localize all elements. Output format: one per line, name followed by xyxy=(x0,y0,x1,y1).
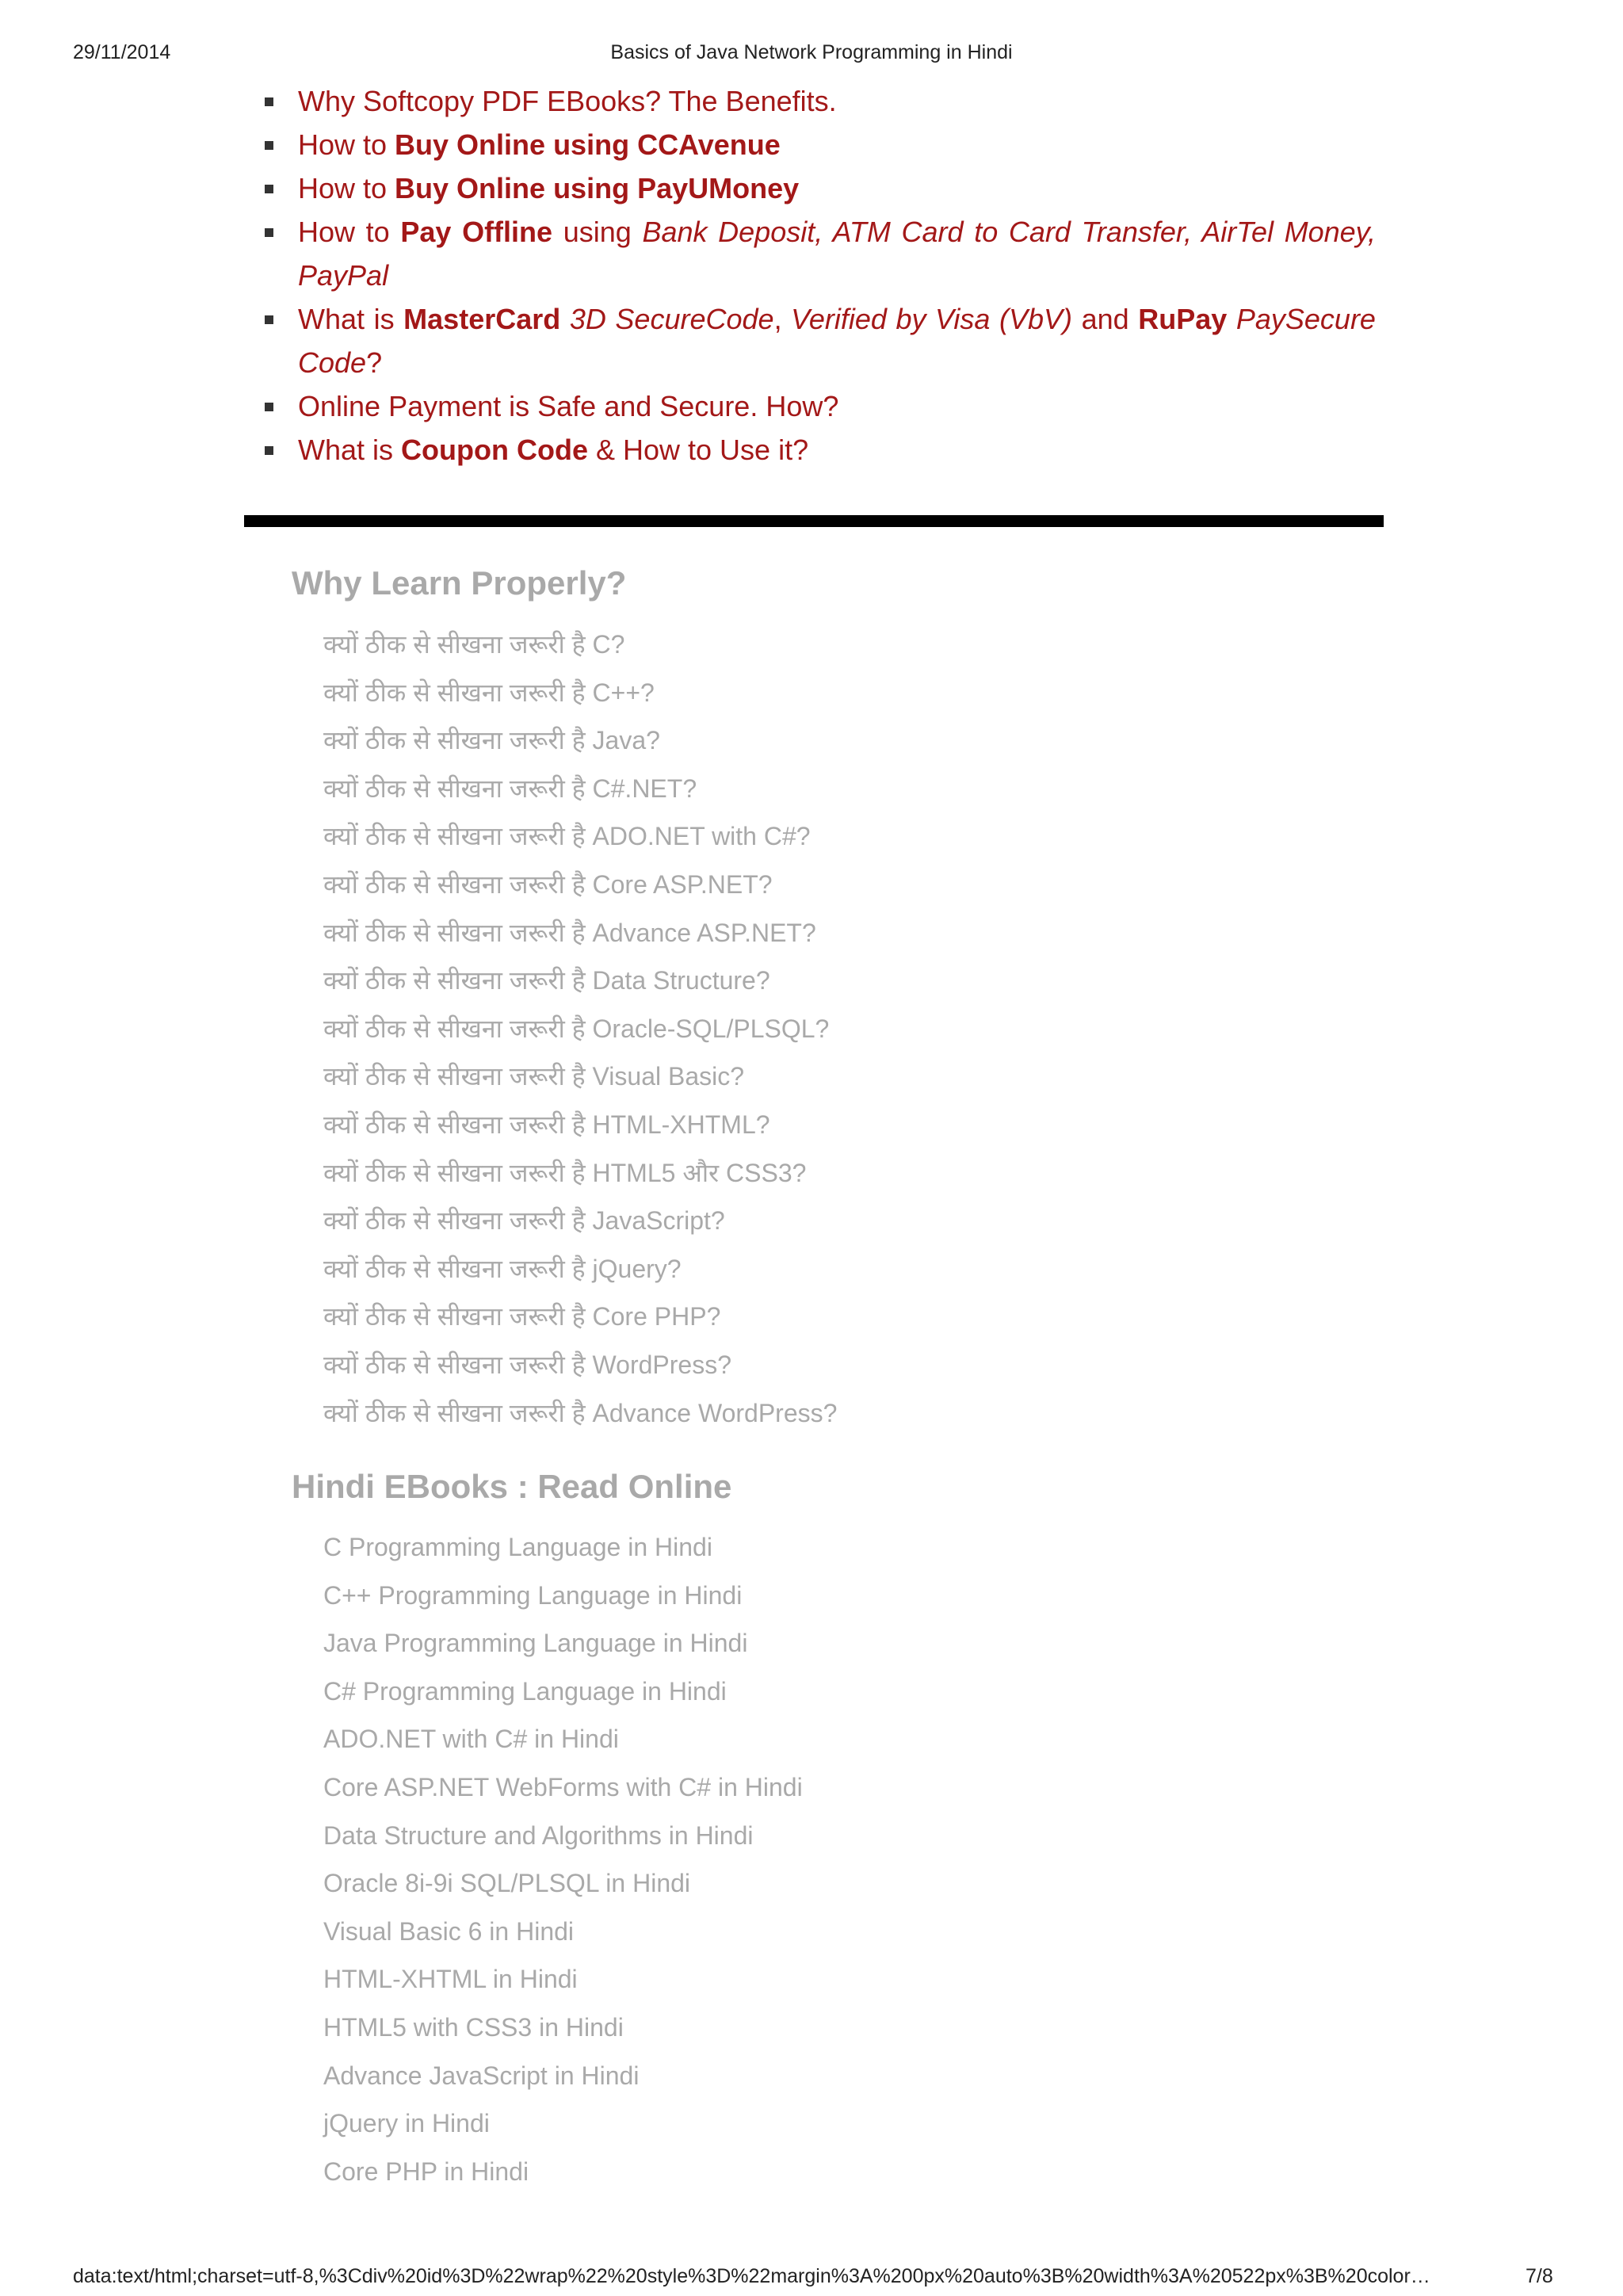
why-learn-link[interactable]: क्यों ठीक से सीखना जरूरी है Oracle-SQL/PLSQL? xyxy=(323,1014,830,1043)
why-learn-list xyxy=(323,621,837,1437)
print-url: data:text/html;charset=utf-8,%3Cdiv%20id%3D%22wrap%22%20style%3D%22margin%3A%200px%20auto%3B%20width%3A%20522px%3B%20color… xyxy=(73,2265,1430,2287)
ebook-link[interactable]: Advance JavaScript in Hindi xyxy=(323,2061,640,2090)
link-text-run: Coupon Code xyxy=(401,434,588,466)
link-text-run: and xyxy=(1072,303,1139,335)
link-text-run: Verified by Visa (VbV) xyxy=(791,303,1073,335)
link-text-run: , xyxy=(773,303,792,335)
why-learn-link[interactable]: क्यों ठीक से सीखना जरूरी है Java? xyxy=(323,726,660,755)
ebooks-list xyxy=(323,1523,803,2195)
ebook-link[interactable]: HTML-XHTML in Hindi xyxy=(323,1965,578,1994)
why-learn-link[interactable]: क्यों ठीक से सीखना जरूरी है C#.NET? xyxy=(323,774,697,803)
link-text-run: How to xyxy=(298,172,395,204)
purchase-link-item[interactable] xyxy=(265,210,1376,297)
square-bullet-icon xyxy=(265,185,273,193)
ebook-link[interactable]: Oracle 8i-9i SQL/PLSQL in Hindi xyxy=(323,1869,691,1898)
why-learn-link[interactable]: क्यों ठीक से सीखना जरूरी है C++? xyxy=(323,678,655,707)
ebook-link[interactable]: HTML5 with CSS3 in Hindi xyxy=(323,2012,624,2042)
section-divider xyxy=(244,515,1384,527)
page-number: 7/8 xyxy=(1526,2265,1553,2287)
ebook-link[interactable]: C# Programming Language in Hindi xyxy=(323,1676,727,1706)
link-text-run: ? xyxy=(366,346,383,379)
why-learn-link[interactable]: क्यों ठीक से सीखना जरूरी है C? xyxy=(323,630,625,659)
why-learn-link[interactable]: क्यों ठीक से सीखना जरूरी है Core PHP? xyxy=(323,1302,721,1331)
square-bullet-icon xyxy=(265,446,273,455)
link-text-run: & How to Use it? xyxy=(587,434,809,466)
link-text-run: MasterCard xyxy=(403,303,561,335)
why-learn-link[interactable]: क्यों ठीक से सीखना जरूरी है HTML5 और CSS3? xyxy=(323,1158,807,1187)
why-learn-link[interactable]: क्यों ठीक से सीखना जरूरी है HTML-XHTML? xyxy=(323,1110,770,1139)
why-learn-link[interactable]: क्यों ठीक से सीखना जरूरी है JavaScript? xyxy=(323,1206,725,1236)
link-text-run: PaySecure Code xyxy=(298,303,1376,379)
ebook-link[interactable]: Core ASP.NET WebForms with C# in Hindi xyxy=(323,1772,803,1801)
ebook-link[interactable]: jQuery in Hindi xyxy=(323,2109,490,2138)
ebook-link[interactable]: ADO.NET with C# in Hindi xyxy=(323,1725,619,1754)
purchase-links-list xyxy=(265,79,1376,472)
purchase-link-item[interactable] xyxy=(265,123,1376,166)
link-text-run: using xyxy=(552,216,643,248)
why-learn-link[interactable]: क्यों ठीक से सीखना जरूरी है Advance ASP.NET? xyxy=(323,918,816,947)
link-text-run: Bank Deposit, ATM Card to Card Transfer, AirTel Money, PayPal xyxy=(298,216,1377,292)
ebook-link[interactable]: Java Programming Language in Hindi xyxy=(323,1629,748,1658)
ebook-link[interactable]: Data Structure and Algorithms in Hindi xyxy=(323,1820,754,1850)
square-bullet-icon xyxy=(265,403,273,411)
purchase-link-item[interactable] xyxy=(265,297,1376,384)
link-text-run: How to xyxy=(298,216,401,248)
why-learn-link[interactable]: क्यों ठीक से सीखना जरूरी है ADO.NET with C#? xyxy=(323,822,811,851)
link-text-run: What is xyxy=(298,434,402,466)
purchase-link-item[interactable] xyxy=(265,166,1376,210)
purchase-link-item[interactable] xyxy=(265,428,1376,472)
link-text-run: Why Softcopy PDF EBooks? The Benefits. xyxy=(298,85,837,117)
why-learn-link[interactable]: क्यों ठीक से सीखना जरूरी है Visual Basic? xyxy=(323,1062,745,1091)
why-learn-link[interactable]: क्यों ठीक से सीखना जरूरी है jQuery? xyxy=(323,1254,682,1283)
link-text-run: How to xyxy=(298,128,395,161)
link-text-run: Buy Online using PayUMoney xyxy=(395,172,800,204)
why-learn-link[interactable]: क्यों ठीक से सीखना जरूरी है Data Structure? xyxy=(323,966,770,995)
link-text-run: 3D SecureCode xyxy=(569,303,774,335)
ebook-link[interactable]: C Programming Language in Hindi xyxy=(323,1533,712,1561)
square-bullet-icon xyxy=(265,228,273,237)
ebook-link[interactable]: C++ Programming Language in Hindi xyxy=(323,1580,743,1610)
ebook-link[interactable]: Visual Basic 6 in Hindi xyxy=(323,1916,575,1946)
ebook-link[interactable]: Core PHP in Hindi xyxy=(323,2157,529,2186)
square-bullet-icon xyxy=(265,141,273,150)
link-text-run: Online Payment is Safe and Secure. How? xyxy=(298,390,839,422)
link-text-run: Buy Online using CCAvenue xyxy=(395,128,781,161)
square-bullet-icon xyxy=(265,315,273,324)
print-date: 29/11/2014 xyxy=(73,41,171,63)
why-learn-link[interactable]: क्यों ठीक से सीखना जरूरी है Advance WordPress? xyxy=(323,1398,838,1427)
link-text-run: What is xyxy=(298,303,404,335)
link-text-run xyxy=(560,303,570,335)
print-page-title: Basics of Java Network Programming in Hindi xyxy=(610,41,1013,63)
why-learn-link[interactable]: क्यों ठीक से सीखना जरूरी है Core ASP.NET? xyxy=(323,869,773,899)
purchase-link-item[interactable] xyxy=(265,384,1376,428)
why-learn-link[interactable]: क्यों ठीक से सीखना जरूरी है WordPress? xyxy=(323,1350,731,1379)
link-text-run xyxy=(1227,303,1236,335)
why-learn-heading: Why Learn Properly? xyxy=(292,564,627,602)
link-text-run: RuPay xyxy=(1138,303,1228,335)
purchase-link-item[interactable] xyxy=(265,79,1376,123)
square-bullet-icon xyxy=(265,97,273,106)
link-text-run: Pay Offline xyxy=(400,216,553,248)
ebooks-heading: Hindi EBooks : Read Online xyxy=(292,1468,732,1505)
